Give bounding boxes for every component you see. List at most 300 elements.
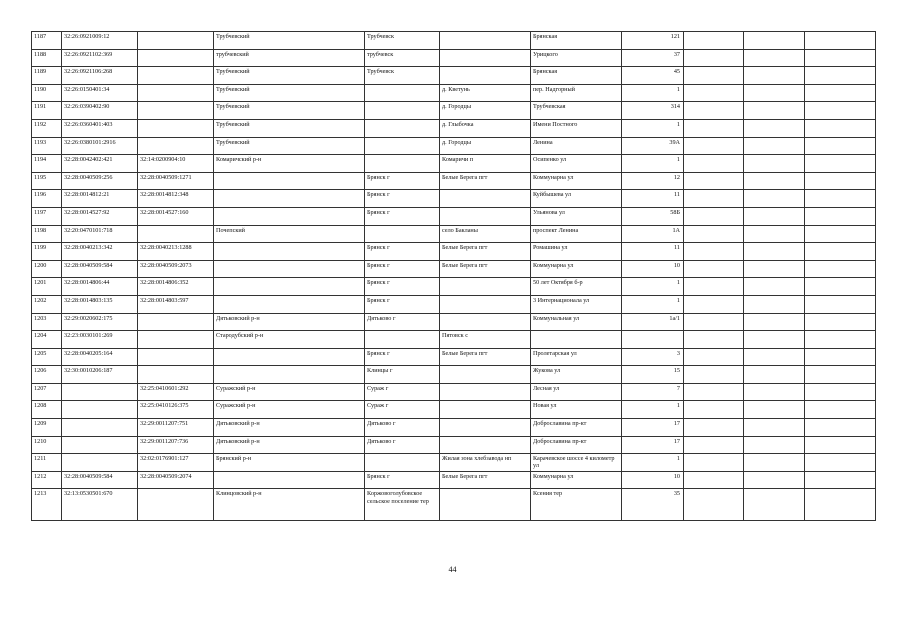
district-cell: Клинцовский р-н (214, 489, 365, 521)
city-cell: Брянск г (365, 295, 440, 313)
extra-cell-1 (684, 454, 744, 472)
linked-cadastral-cell: 32:28:0040213:1288 (138, 243, 214, 261)
extra-cell-2 (744, 155, 805, 173)
district-cell: Трубчевский (214, 67, 365, 85)
street-cell: Брянская (531, 32, 622, 50)
city-cell: Клинцы г (365, 366, 440, 384)
settlement-cell (440, 190, 531, 208)
street-cell: Лесная ул (531, 383, 622, 401)
linked-cadastral-cell: 32:14:0200904:10 (138, 155, 214, 173)
extra-cell-3 (805, 383, 876, 401)
house-number-cell: 1 (622, 401, 684, 419)
city-cell: Брянск г (365, 243, 440, 261)
linked-cadastral-cell: 32:29:0011207:736 (138, 436, 214, 454)
extra-cell-3 (805, 366, 876, 384)
street-cell: Коммунарна ул (531, 471, 622, 489)
house-number-cell: 1а/1 (622, 313, 684, 331)
extra-cell-1 (684, 225, 744, 243)
district-cell: Почепский (214, 225, 365, 243)
row-number-cell: 1209 (32, 419, 62, 437)
district-cell (214, 172, 365, 190)
extra-cell-1 (684, 313, 744, 331)
cadastral-number-cell: 32:28:0014803:135 (62, 295, 138, 313)
district-cell: Трубчевский (214, 102, 365, 120)
house-number-cell: 11 (622, 243, 684, 261)
settlement-cell (440, 67, 531, 85)
street-cell: Осипенко ул (531, 155, 622, 173)
cadastral-number-cell: 32:28:0014806:44 (62, 278, 138, 296)
extra-cell-3 (805, 49, 876, 67)
extra-cell-3 (805, 155, 876, 173)
extra-cell-2 (744, 489, 805, 521)
house-number-cell: 1 (622, 278, 684, 296)
settlement-cell: Пятовск с (440, 331, 531, 349)
street-cell: Пролетарская ул (531, 348, 622, 366)
row-number-cell: 1197 (32, 207, 62, 225)
row-number-cell: 1201 (32, 278, 62, 296)
linked-cadastral-cell: 32:28:0040509:2073 (138, 260, 214, 278)
cadastral-number-cell (62, 383, 138, 401)
cadastral-number-cell: 32:28:0040509:256 (62, 172, 138, 190)
row-number-cell: 1187 (32, 32, 62, 50)
cadastral-number-cell: 32:28:0040509:584 (62, 471, 138, 489)
row-number-cell: 1203 (32, 313, 62, 331)
cadastral-number-cell: 32:26:0150401:34 (62, 84, 138, 102)
row-number-cell: 1207 (32, 383, 62, 401)
street-cell: Ксения тер (531, 489, 622, 521)
settlement-cell (440, 313, 531, 331)
settlement-cell: Комаричи п (440, 155, 531, 173)
row-number-cell: 1212 (32, 471, 62, 489)
cadastral-number-cell (62, 401, 138, 419)
house-number-cell: 1 (622, 155, 684, 173)
extra-cell-2 (744, 331, 805, 349)
cadastral-number-cell: 32:26:0380101:2916 (62, 137, 138, 155)
page-number: 44 (448, 565, 457, 574)
extra-cell-2 (744, 471, 805, 489)
city-cell (365, 454, 440, 472)
table-row (32, 49, 876, 67)
settlement-cell (440, 383, 531, 401)
linked-cadastral-cell (138, 313, 214, 331)
extra-cell-1 (684, 383, 744, 401)
street-cell: Ленина (531, 137, 622, 155)
table-row (32, 313, 876, 331)
extra-cell-2 (744, 436, 805, 454)
settlement-cell: Белые Берега пгт (440, 348, 531, 366)
linked-cadastral-cell: 32:02:0176901:127 (138, 454, 214, 472)
settlement-cell: д. Городцы (440, 137, 531, 155)
table-row (32, 419, 876, 437)
cadastral-number-cell: 32:29:0020602:175 (62, 313, 138, 331)
house-number-cell: 11 (622, 190, 684, 208)
extra-cell-2 (744, 137, 805, 155)
city-cell: Дятьково г (365, 419, 440, 437)
house-number-cell: 15 (622, 366, 684, 384)
settlement-cell (440, 366, 531, 384)
table-row (32, 172, 876, 190)
row-number-cell: 1188 (32, 49, 62, 67)
district-cell (214, 207, 365, 225)
row-number-cell: 1196 (32, 190, 62, 208)
extra-cell-2 (744, 49, 805, 67)
city-cell: Брянск г (365, 348, 440, 366)
row-number-cell: 1190 (32, 84, 62, 102)
table-row (32, 190, 876, 208)
extra-cell-3 (805, 84, 876, 102)
row-number-cell: 1193 (32, 137, 62, 155)
linked-cadastral-cell: 32:28:0014803:597 (138, 295, 214, 313)
cadastral-number-cell (62, 454, 138, 472)
extra-cell-2 (744, 366, 805, 384)
city-cell: трубчевск (365, 49, 440, 67)
table-row (32, 295, 876, 313)
settlement-cell (440, 207, 531, 225)
city-cell: Дятьково г (365, 436, 440, 454)
extra-cell-1 (684, 366, 744, 384)
extra-cell-3 (805, 119, 876, 137)
extra-cell-2 (744, 243, 805, 261)
settlement-cell (440, 419, 531, 437)
row-number-cell: 1195 (32, 172, 62, 190)
house-number-cell: 1 (622, 119, 684, 137)
district-cell: Трубчевский (214, 137, 365, 155)
extra-cell-3 (805, 207, 876, 225)
cadastral-number-cell: 32:26:0390402:90 (62, 102, 138, 120)
table-row (32, 278, 876, 296)
cadastral-number-cell: 32:28:0040205:164 (62, 348, 138, 366)
street-cell: Ульянова ул (531, 207, 622, 225)
extra-cell-3 (805, 348, 876, 366)
cadastral-number-cell: 32:13:0530501:670 (62, 489, 138, 521)
linked-cadastral-cell (138, 489, 214, 521)
city-cell: Трубчевск (365, 32, 440, 50)
extra-cell-3 (805, 137, 876, 155)
city-cell (365, 331, 440, 349)
city-cell: Коржовоголубовское сельское поселение тер (365, 489, 440, 521)
extra-cell-1 (684, 278, 744, 296)
extra-cell-1 (684, 67, 744, 85)
extra-cell-3 (805, 436, 876, 454)
house-number-cell: 1 (622, 295, 684, 313)
extra-cell-3 (805, 190, 876, 208)
extra-cell-1 (684, 348, 744, 366)
street-cell: Жукова ул (531, 366, 622, 384)
district-cell (214, 471, 365, 489)
linked-cadastral-cell: 32:29:0011207:751 (138, 419, 214, 437)
extra-cell-1 (684, 137, 744, 155)
district-cell: Брянский р-н (214, 454, 365, 472)
extra-cell-3 (805, 419, 876, 437)
extra-cell-2 (744, 454, 805, 472)
extra-cell-1 (684, 419, 744, 437)
settlement-cell (440, 49, 531, 67)
settlement-cell (440, 489, 531, 521)
extra-cell-3 (805, 32, 876, 50)
row-number-cell: 1206 (32, 366, 62, 384)
row-number-cell: 1205 (32, 348, 62, 366)
street-cell: Коммунальная ул (531, 313, 622, 331)
linked-cadastral-cell: 32:28:0014527:160 (138, 207, 214, 225)
extra-cell-3 (805, 401, 876, 419)
row-number-cell: 1189 (32, 67, 62, 85)
linked-cadastral-cell: 32:25:0410601:292 (138, 383, 214, 401)
extra-cell-2 (744, 102, 805, 120)
district-cell: Суражский р-н (214, 401, 365, 419)
district-cell: Дятьковский р-н (214, 313, 365, 331)
settlement-cell: село Бакланы (440, 225, 531, 243)
table-row (32, 366, 876, 384)
table-row (32, 84, 876, 102)
extra-cell-3 (805, 471, 876, 489)
extra-cell-1 (684, 190, 744, 208)
table-row (32, 243, 876, 261)
extra-cell-3 (805, 172, 876, 190)
settlement-cell: д. Глыбочка (440, 119, 531, 137)
cadastral-number-cell: 32:28:0014527:92 (62, 207, 138, 225)
district-cell: Дятьковский р-н (214, 436, 365, 454)
house-number-cell: 10 (622, 260, 684, 278)
extra-cell-1 (684, 331, 744, 349)
district-cell (214, 295, 365, 313)
settlement-cell (440, 401, 531, 419)
house-number-cell: 121 (622, 32, 684, 50)
house-number-cell: 1 (622, 84, 684, 102)
district-cell: Трубчевский (214, 119, 365, 137)
linked-cadastral-cell (138, 49, 214, 67)
linked-cadastral-cell (138, 331, 214, 349)
cadastral-number-cell: 32:26:0921009:12 (62, 32, 138, 50)
settlement-cell: Белые Берега пгт (440, 243, 531, 261)
house-number-cell (622, 331, 684, 349)
settlement-cell: д. Городцы (440, 102, 531, 120)
settlement-cell: Белые Берега пгт (440, 172, 531, 190)
district-cell (214, 190, 365, 208)
settlement-cell: Белые Берега пгт (440, 260, 531, 278)
street-cell: Имени Постного (531, 119, 622, 137)
house-number-cell: 314 (622, 102, 684, 120)
house-number-cell: 7 (622, 383, 684, 401)
extra-cell-2 (744, 207, 805, 225)
extra-cell-2 (744, 383, 805, 401)
district-cell: Комаричский р-н (214, 155, 365, 173)
linked-cadastral-cell: 32:28:0014806:352 (138, 278, 214, 296)
extra-cell-1 (684, 471, 744, 489)
row-number-cell: 1208 (32, 401, 62, 419)
table-body (32, 32, 876, 521)
extra-cell-2 (744, 190, 805, 208)
extra-cell-2 (744, 84, 805, 102)
house-number-cell: 1 (622, 454, 684, 472)
settlement-cell (440, 436, 531, 454)
settlement-cell (440, 32, 531, 50)
table-row (32, 155, 876, 173)
row-number-cell: 1211 (32, 454, 62, 472)
extra-cell-2 (744, 225, 805, 243)
table-row (32, 119, 876, 137)
cadastral-number-cell: 32:28:0014812:21 (62, 190, 138, 208)
extra-cell-1 (684, 207, 744, 225)
city-cell (365, 102, 440, 120)
city-cell (365, 137, 440, 155)
extra-cell-1 (684, 102, 744, 120)
district-cell (214, 278, 365, 296)
table-row (32, 383, 876, 401)
extra-cell-2 (744, 295, 805, 313)
table-row (32, 207, 876, 225)
district-cell: Дятьковский р-н (214, 419, 365, 437)
street-cell: Карачевское шоссе 4 километр ул (531, 454, 622, 472)
street-cell: Коммунарна ул (531, 260, 622, 278)
extra-cell-2 (744, 401, 805, 419)
extra-cell-3 (805, 489, 876, 521)
extra-cell-3 (805, 295, 876, 313)
settlement-cell (440, 278, 531, 296)
extra-cell-2 (744, 348, 805, 366)
cadastral-number-cell: 32:30:0010206:187 (62, 366, 138, 384)
cadastral-number-cell: 32:28:0040213:342 (62, 243, 138, 261)
street-cell: Доброславина пр-кт (531, 436, 622, 454)
street-cell: проспект Ленина (531, 225, 622, 243)
house-number-cell: 37 (622, 49, 684, 67)
street-cell: Куйбышева ул (531, 190, 622, 208)
table-row (32, 401, 876, 419)
district-cell: Суражский р-н (214, 383, 365, 401)
table-row (32, 102, 876, 120)
row-number-cell: 1202 (32, 295, 62, 313)
extra-cell-1 (684, 32, 744, 50)
linked-cadastral-cell (138, 366, 214, 384)
row-number-cell: 1198 (32, 225, 62, 243)
district-cell (214, 260, 365, 278)
street-cell: Трубчевская (531, 102, 622, 120)
table-row (32, 137, 876, 155)
city-cell: Брянск г (365, 260, 440, 278)
district-cell: Трубчевский (214, 32, 365, 50)
extra-cell-2 (744, 419, 805, 437)
property-table (31, 31, 876, 521)
cadastral-number-cell (62, 419, 138, 437)
city-cell: Брянск г (365, 190, 440, 208)
extra-cell-3 (805, 102, 876, 120)
city-cell (365, 155, 440, 173)
district-cell: Стародубский р-н (214, 331, 365, 349)
cadastral-number-cell: 32:26:0921102:369 (62, 49, 138, 67)
table-row (32, 348, 876, 366)
table-row (32, 32, 876, 50)
cadastral-number-cell: 32:26:0360401:403 (62, 119, 138, 137)
street-cell: Коммунарна ул (531, 172, 622, 190)
linked-cadastral-cell (138, 32, 214, 50)
district-cell (214, 243, 365, 261)
city-cell (365, 225, 440, 243)
cadastral-number-cell: 32:20:0470101:718 (62, 225, 138, 243)
table-row (32, 471, 876, 489)
settlement-cell (440, 295, 531, 313)
city-cell: Брянск г (365, 207, 440, 225)
city-cell: Дятьково г (365, 313, 440, 331)
table-row (32, 260, 876, 278)
table-row (32, 331, 876, 349)
house-number-cell: 3 (622, 348, 684, 366)
house-number-cell: 58Б (622, 207, 684, 225)
street-cell: Брянская (531, 67, 622, 85)
extra-cell-2 (744, 172, 805, 190)
house-number-cell: 17 (622, 419, 684, 437)
house-number-cell: 10 (622, 471, 684, 489)
extra-cell-1 (684, 172, 744, 190)
linked-cadastral-cell: 32:28:0040509:1271 (138, 172, 214, 190)
district-cell (214, 366, 365, 384)
extra-cell-2 (744, 32, 805, 50)
linked-cadastral-cell: 32:28:0014812:348 (138, 190, 214, 208)
table-row (32, 489, 876, 521)
street-cell: 3 Интернационала ул (531, 295, 622, 313)
house-number-cell: 39А (622, 137, 684, 155)
extra-cell-1 (684, 489, 744, 521)
row-number-cell: 1213 (32, 489, 62, 521)
district-cell: трубчевский (214, 49, 365, 67)
table-row (32, 67, 876, 85)
table-row (32, 454, 876, 472)
street-cell: Новая ул (531, 401, 622, 419)
linked-cadastral-cell (138, 119, 214, 137)
street-cell: Урицкого (531, 49, 622, 67)
cadastral-number-cell: 32:23:0030101:269 (62, 331, 138, 349)
extra-cell-1 (684, 260, 744, 278)
cadastral-number-cell: 32:28:0042402:421 (62, 155, 138, 173)
district-cell: Трубчевский (214, 84, 365, 102)
linked-cadastral-cell (138, 67, 214, 85)
house-number-cell: 35 (622, 489, 684, 521)
extra-cell-2 (744, 278, 805, 296)
linked-cadastral-cell (138, 137, 214, 155)
table-row (32, 225, 876, 243)
street-cell: пер. Надгорный (531, 84, 622, 102)
extra-cell-1 (684, 401, 744, 419)
extra-cell-1 (684, 119, 744, 137)
extra-cell-3 (805, 278, 876, 296)
extra-cell-3 (805, 225, 876, 243)
settlement-cell: Белые Берега пгт (440, 471, 531, 489)
street-cell: Доброславина пр-кт (531, 419, 622, 437)
linked-cadastral-cell: 32:25:0410126:375 (138, 401, 214, 419)
city-cell (365, 119, 440, 137)
street-cell: 50 лет Октября б-р (531, 278, 622, 296)
row-number-cell: 1210 (32, 436, 62, 454)
extra-cell-3 (805, 243, 876, 261)
extra-cell-1 (684, 295, 744, 313)
extra-cell-1 (684, 49, 744, 67)
row-number-cell: 1204 (32, 331, 62, 349)
extra-cell-3 (805, 67, 876, 85)
extra-cell-1 (684, 243, 744, 261)
street-cell (531, 331, 622, 349)
table-row (32, 436, 876, 454)
settlement-cell: Жилая зона хлебзавода нп (440, 454, 531, 472)
linked-cadastral-cell (138, 225, 214, 243)
district-cell (214, 348, 365, 366)
city-cell: Сураж г (365, 383, 440, 401)
row-number-cell: 1192 (32, 119, 62, 137)
city-cell: Брянск г (365, 278, 440, 296)
linked-cadastral-cell: 32:28:0040509:2074 (138, 471, 214, 489)
linked-cadastral-cell (138, 102, 214, 120)
linked-cadastral-cell (138, 84, 214, 102)
city-cell: Брянск г (365, 172, 440, 190)
house-number-cell: 12 (622, 172, 684, 190)
city-cell (365, 84, 440, 102)
